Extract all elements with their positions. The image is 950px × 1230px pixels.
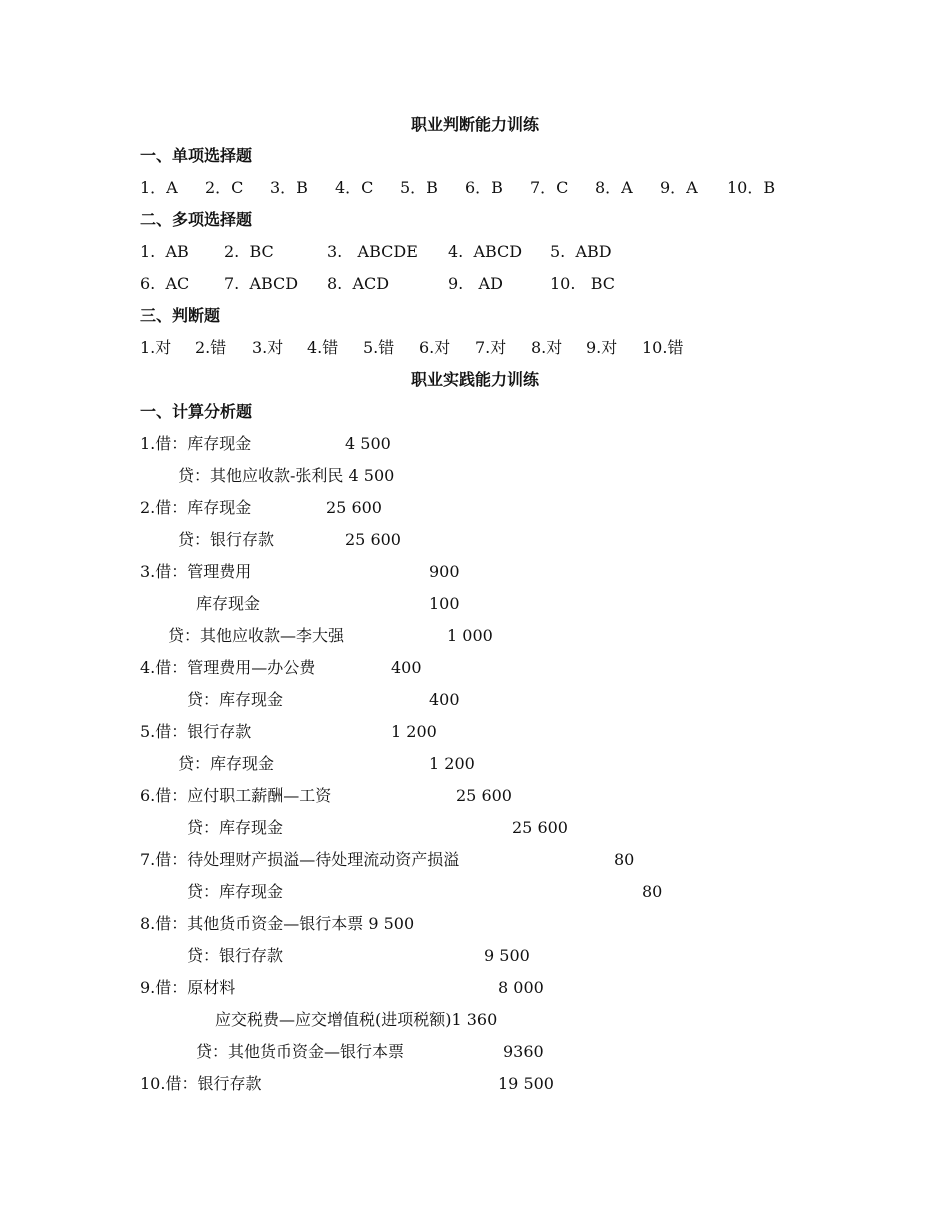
answer-item: 6. AC xyxy=(140,274,190,293)
journal-line xyxy=(0,528,950,552)
entry-amount: 100 xyxy=(429,594,460,613)
journal-line xyxy=(0,976,950,1000)
entry-amount: 1 200 xyxy=(391,722,437,741)
entry-amount: 19 500 xyxy=(498,1074,554,1093)
entry-label: 贷：库存现金 xyxy=(178,754,275,773)
single-choice-answers xyxy=(0,176,950,200)
answer-item: 10.错 xyxy=(642,338,684,357)
journal-line xyxy=(0,848,950,872)
journal-line xyxy=(0,688,950,712)
entry-amount: 25 600 xyxy=(512,818,568,837)
answer-item: 3.对 xyxy=(252,338,284,357)
entry-label: 10.借：银行存款 xyxy=(140,1074,262,1093)
multiple-choice-row-2 xyxy=(0,272,950,296)
entry-amount: 25 600 xyxy=(456,786,512,805)
entry-label: 贷：银行存款 xyxy=(178,530,275,549)
answer-item: 8．A xyxy=(595,178,633,197)
entry-label: 应交税费—应交增值税(进项税额)1 360 xyxy=(215,1010,498,1029)
answer-item: 8. ACD xyxy=(327,274,390,293)
answer-item: 9．A xyxy=(660,178,698,197)
entry-amount: 400 xyxy=(391,658,422,677)
entry-label: 贷：库存现金 xyxy=(187,882,284,901)
entry-amount: 25 600 xyxy=(326,498,382,517)
heading-calc-analysis: 一、计算分析题 xyxy=(140,402,253,421)
journal-line xyxy=(0,816,950,840)
journal-line xyxy=(0,784,950,808)
true-false-answers xyxy=(0,336,950,360)
journal-line xyxy=(0,656,950,680)
journal-line xyxy=(0,912,950,936)
entry-label: 2.借：库存现金 xyxy=(140,498,252,517)
answer-item: 9.对 xyxy=(586,338,618,357)
entry-label: 贷：库存现金 xyxy=(187,818,284,837)
answer-item: 1. AB xyxy=(140,242,189,261)
entry-label: 8.借：其他货币资金—银行本票 9 500 xyxy=(140,914,415,933)
journal-line xyxy=(0,592,950,616)
entry-amount: 1 200 xyxy=(429,754,475,773)
heading-true-false: 三、判断题 xyxy=(140,306,221,325)
entry-amount: 1 000 xyxy=(447,626,493,645)
answer-item: 2.错 xyxy=(195,338,227,357)
answer-item: 6.对 xyxy=(419,338,451,357)
entry-label: 4.借：管理费用—办公费 xyxy=(140,658,316,677)
entry-label: 6.借：应付职工薪酬—工资 xyxy=(140,786,332,805)
journal-line xyxy=(0,1008,950,1032)
answer-item: 8.对 xyxy=(531,338,563,357)
answer-item: 4．C xyxy=(335,178,374,197)
answer-item: 5. ABD xyxy=(550,242,612,261)
entry-label: 贷：其他应收款-张利民 4 500 xyxy=(178,466,395,485)
entry-amount: 400 xyxy=(429,690,460,709)
entry-amount: 900 xyxy=(429,562,460,581)
entry-label: 贷：库存现金 xyxy=(187,690,284,709)
entry-label: 9.借：原材料 xyxy=(140,978,236,997)
journal-line xyxy=(0,1040,950,1064)
journal-line xyxy=(0,464,950,488)
journal-line xyxy=(0,752,950,776)
entry-label: 贷：银行存款 xyxy=(187,946,284,965)
entry-label: 库存现金 xyxy=(196,594,261,613)
answer-item: 7．C xyxy=(530,178,569,197)
multiple-choice-row-1 xyxy=(0,240,950,264)
answer-item: 9. AD xyxy=(448,274,503,293)
entry-label: 1.借：库存现金 xyxy=(140,434,252,453)
entry-amount: 80 xyxy=(614,850,635,869)
entry-amount: 9360 xyxy=(503,1042,544,1061)
entry-label: 5.借：银行存款 xyxy=(140,722,252,741)
heading-multiple-choice: 二、多项选择题 xyxy=(140,210,253,229)
journal-line xyxy=(0,432,950,456)
journal-line xyxy=(0,624,950,648)
entry-amount: 80 xyxy=(642,882,663,901)
answer-item: 4.错 xyxy=(307,338,339,357)
answer-item: 3. ABCDE xyxy=(327,242,418,261)
journal-line xyxy=(0,560,950,584)
answer-item: 3．B xyxy=(270,178,308,197)
section-title-judgment: 职业判断能力训练 xyxy=(410,115,539,134)
answer-item: 7.对 xyxy=(475,338,507,357)
answer-item: 1．A xyxy=(140,178,178,197)
entry-label: 7.借：待处理财产损溢—待处理流动资产损溢 xyxy=(140,850,460,869)
answer-item: 2. BC xyxy=(224,242,274,261)
journal-line xyxy=(0,496,950,520)
answer-item: 2．C xyxy=(205,178,244,197)
answer-item: 4. ABCD xyxy=(448,242,523,261)
heading-single-choice: 一、单项选择题 xyxy=(140,146,253,165)
entry-label: 3.借：管理费用 xyxy=(140,562,252,581)
entry-amount: 9 500 xyxy=(484,946,530,965)
answer-item: 7. ABCD xyxy=(224,274,299,293)
journal-line xyxy=(0,880,950,904)
answer-item: 1.对 xyxy=(140,338,172,357)
entry-label: 贷：其他货币资金—银行本票 xyxy=(196,1042,405,1061)
answer-item: 5.错 xyxy=(363,338,395,357)
entry-amount: 4 500 xyxy=(345,434,391,453)
entry-amount: 25 600 xyxy=(345,530,401,549)
entry-amount: 8 000 xyxy=(498,978,544,997)
answer-item: 10. BC xyxy=(550,274,615,293)
answer-item: 5．B xyxy=(400,178,438,197)
entry-label: 贷：其他应收款—李大强 xyxy=(168,626,345,645)
answer-item: 6．B xyxy=(465,178,503,197)
journal-line xyxy=(0,944,950,968)
answer-item: 10．B xyxy=(727,178,776,197)
journal-line xyxy=(0,720,950,744)
journal-line xyxy=(0,1072,950,1096)
section-title-practice: 职业实践能力训练 xyxy=(410,370,539,389)
